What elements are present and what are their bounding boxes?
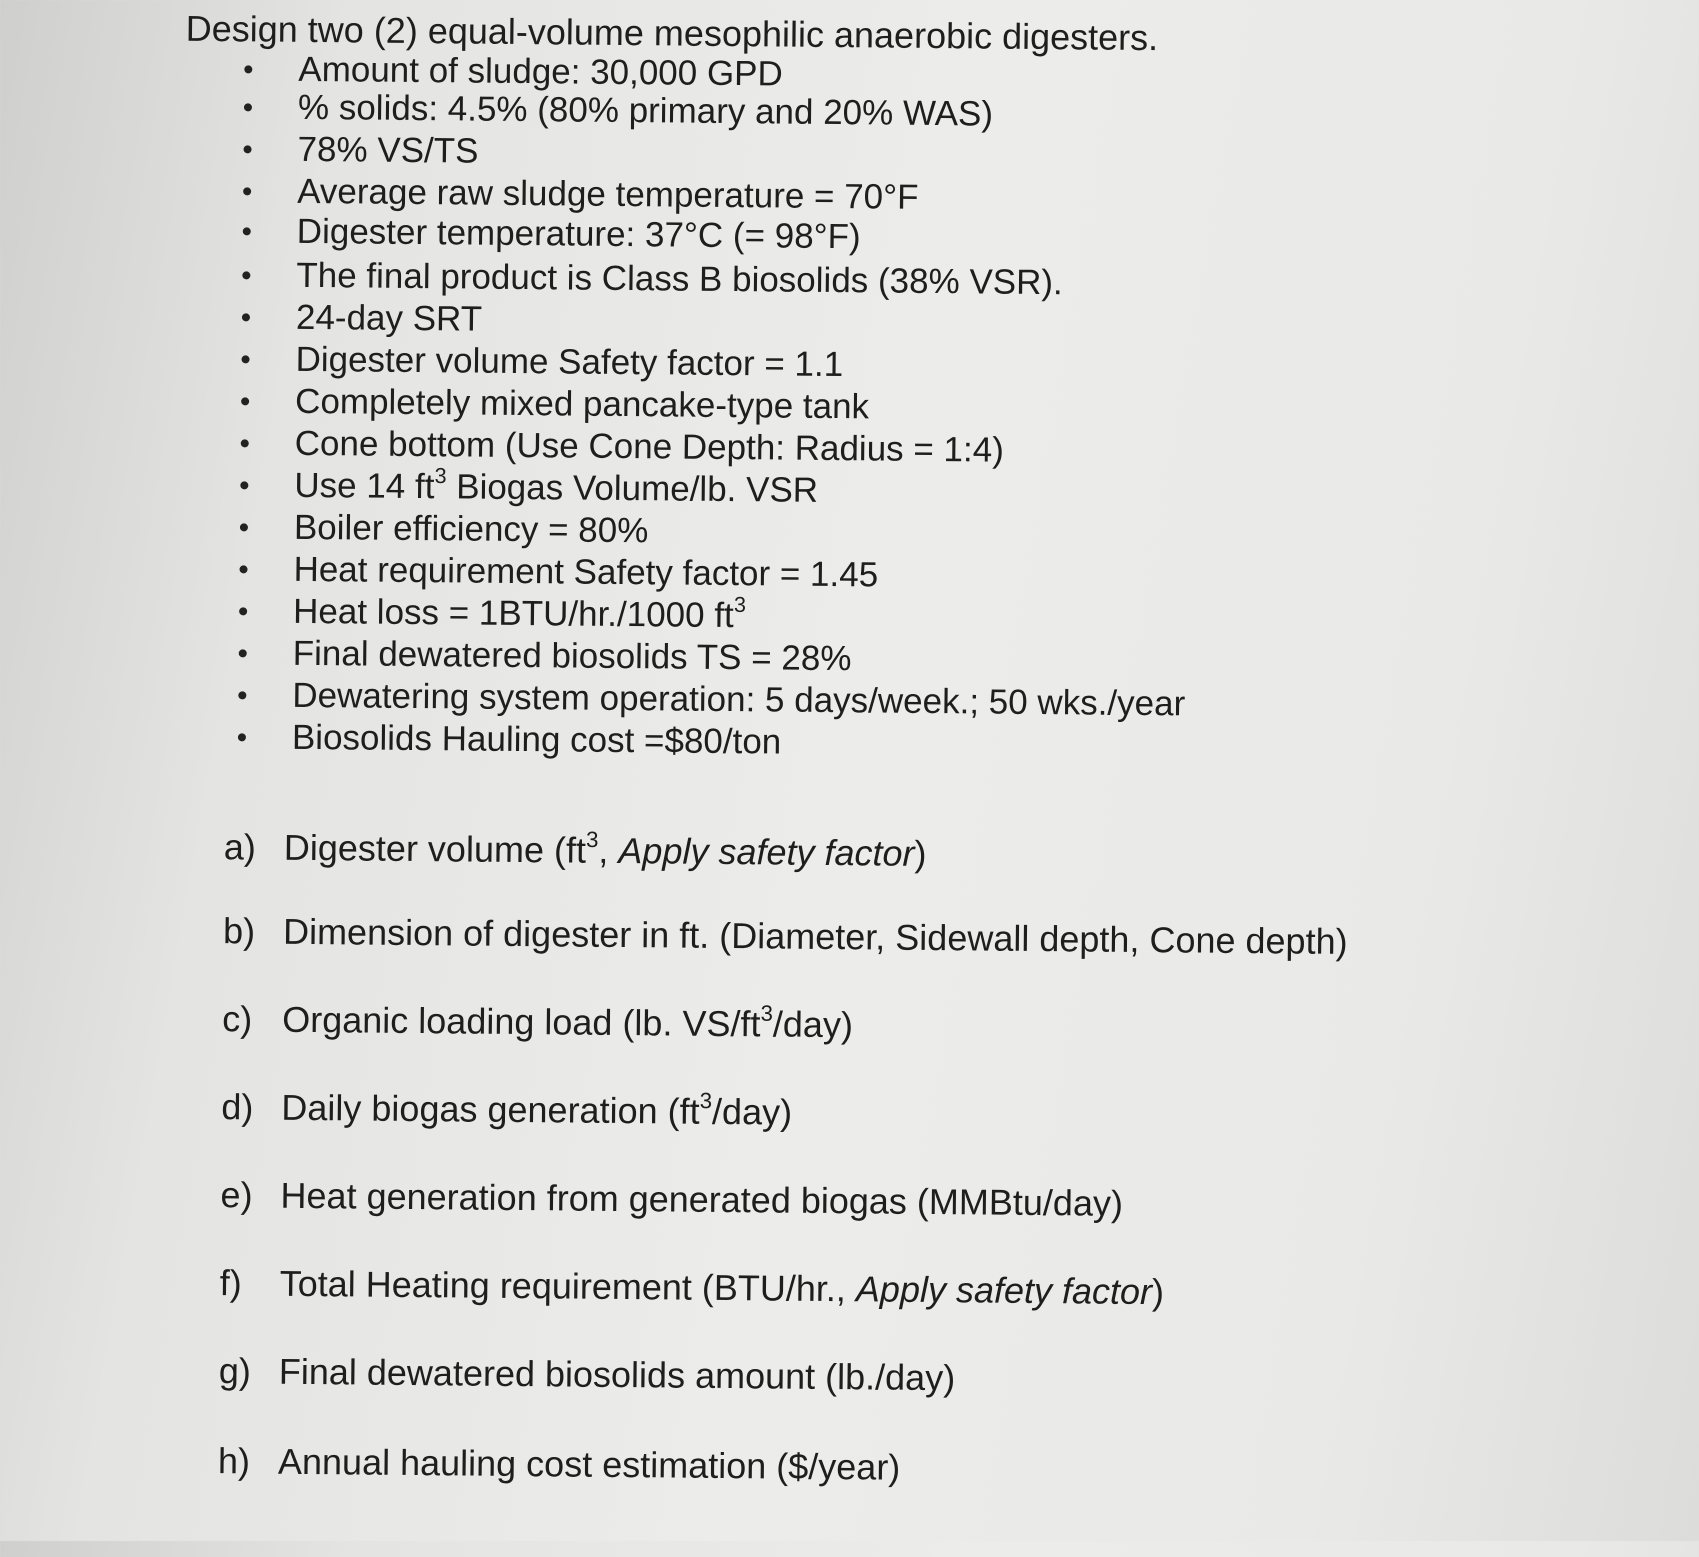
question-text	[280, 1173, 1123, 1227]
question-text	[279, 1349, 956, 1401]
parameter-text: 24-day SRT	[296, 297, 483, 341]
parameter-text-part: Biogas Volume/lb. VSR	[446, 467, 818, 510]
bullet-icon	[242, 355, 250, 363]
parameter-text: Average raw sludge temperature = 70°F	[297, 171, 919, 219]
question-text	[283, 909, 1348, 965]
bullet-icon	[244, 103, 252, 111]
question-text-part: Digester volume (ft	[284, 827, 586, 871]
bullet-icon	[243, 187, 251, 195]
parameter-text: Heat requirement Safety factor = 1.45	[293, 549, 878, 597]
parameter-text: % solids: 4.5% (80% primary and 20% WAS)	[298, 87, 993, 136]
bullet-icon	[242, 271, 250, 279]
question-letter: b)	[223, 908, 255, 954]
parameter-text: Amount of sludge: 30,000 GPD	[298, 49, 783, 96]
bullet-icon	[240, 523, 248, 531]
bullet-icon	[242, 313, 250, 321]
question-text-part: Daily biogas generation (ft	[281, 1087, 700, 1132]
bullet-icon	[241, 397, 249, 405]
question-letter: g)	[219, 1348, 251, 1394]
parameter-text: Dewatering system operation: 5 days/week.; 50 wks./year	[292, 675, 1185, 726]
parameter-text: Biosolids Hauling cost =$80/ton	[292, 717, 782, 764]
question-italic-note: Apply safety factor	[618, 830, 915, 874]
bullet-icon	[240, 481, 248, 489]
parameter-text	[293, 591, 746, 637]
parameter-text-part: Heat loss = 1BTU/hr./1000 ft	[293, 592, 734, 635]
question-letter: a)	[224, 824, 256, 870]
bullet-icon	[244, 65, 252, 73]
question-letter: f)	[219, 1260, 241, 1306]
parameter-text: Completely mixed pancake-type tank	[295, 381, 869, 429]
document-title: Design two (2) equal-volume mesophilic anaerobic digesters.	[186, 8, 1159, 59]
parameter-text: Boiler efficiency = 80%	[294, 507, 649, 552]
parameter-text	[294, 465, 818, 512]
bullet-icon	[238, 691, 246, 699]
question-text	[284, 825, 927, 877]
bullet-icon	[239, 607, 247, 615]
question-text-part: Dimension of digester in ft. (Diameter, Sidewall depth, Cone depth)	[283, 911, 1348, 962]
bullet-icon	[243, 227, 251, 235]
parameter-text: Digester temperature: 37°C (= 98°F)	[297, 211, 861, 258]
bullet-icon	[239, 649, 247, 657]
bullet-icon	[241, 439, 249, 447]
bullet-icon	[238, 733, 246, 741]
parameter-text: 78% VS/TS	[297, 129, 478, 173]
question-letter: d)	[221, 1084, 253, 1130]
question-letter: h)	[218, 1438, 250, 1484]
parameter-text: Final dewatered biosolids TS = 28%	[293, 633, 852, 680]
question-text-part: )	[914, 833, 926, 874]
question-italic-note: Apply safety factor	[856, 1268, 1153, 1312]
question-text-part: Final dewatered biosolids amount (lb./day)	[279, 1351, 956, 1398]
question-text	[278, 1439, 901, 1491]
parameter-text-part: Use 14 ft	[294, 466, 434, 506]
question-text	[281, 1085, 792, 1136]
parameter-text: Digester volume Safety factor = 1.1	[295, 339, 843, 386]
superscript: 3	[586, 827, 599, 852]
question-text-part: Total Heating requirement (BTU/hr.,	[279, 1263, 856, 1310]
superscript: 3	[700, 1088, 713, 1113]
question-text-part: /day)	[712, 1091, 792, 1133]
question-text-part: )	[1152, 1271, 1164, 1312]
superscript: 3	[760, 1001, 773, 1026]
parameter-text: Cone bottom (Use Cone Depth: Radius = 1:4)	[295, 423, 1005, 472]
question-text-part: Organic loading load (lb. VS/ft	[282, 999, 761, 1045]
question-text-part: Heat generation from generated biogas (MMBtu/day)	[280, 1175, 1123, 1224]
question-text-part: Annual hauling cost estimation ($/year)	[278, 1441, 901, 1488]
question-text	[282, 997, 853, 1048]
question-letter: e)	[220, 1172, 252, 1218]
superscript: 3	[434, 463, 446, 488]
bullet-icon	[244, 145, 252, 153]
bullet-icon	[240, 565, 248, 573]
question-letter: c)	[222, 996, 252, 1042]
superscript: 3	[734, 592, 746, 617]
parameter-text: The final product is Class B biosolids (38% VSR).	[296, 255, 1063, 304]
question-text-part: ,	[598, 830, 618, 871]
question-text-part: /day)	[773, 1003, 853, 1045]
question-text	[279, 1261, 1164, 1315]
